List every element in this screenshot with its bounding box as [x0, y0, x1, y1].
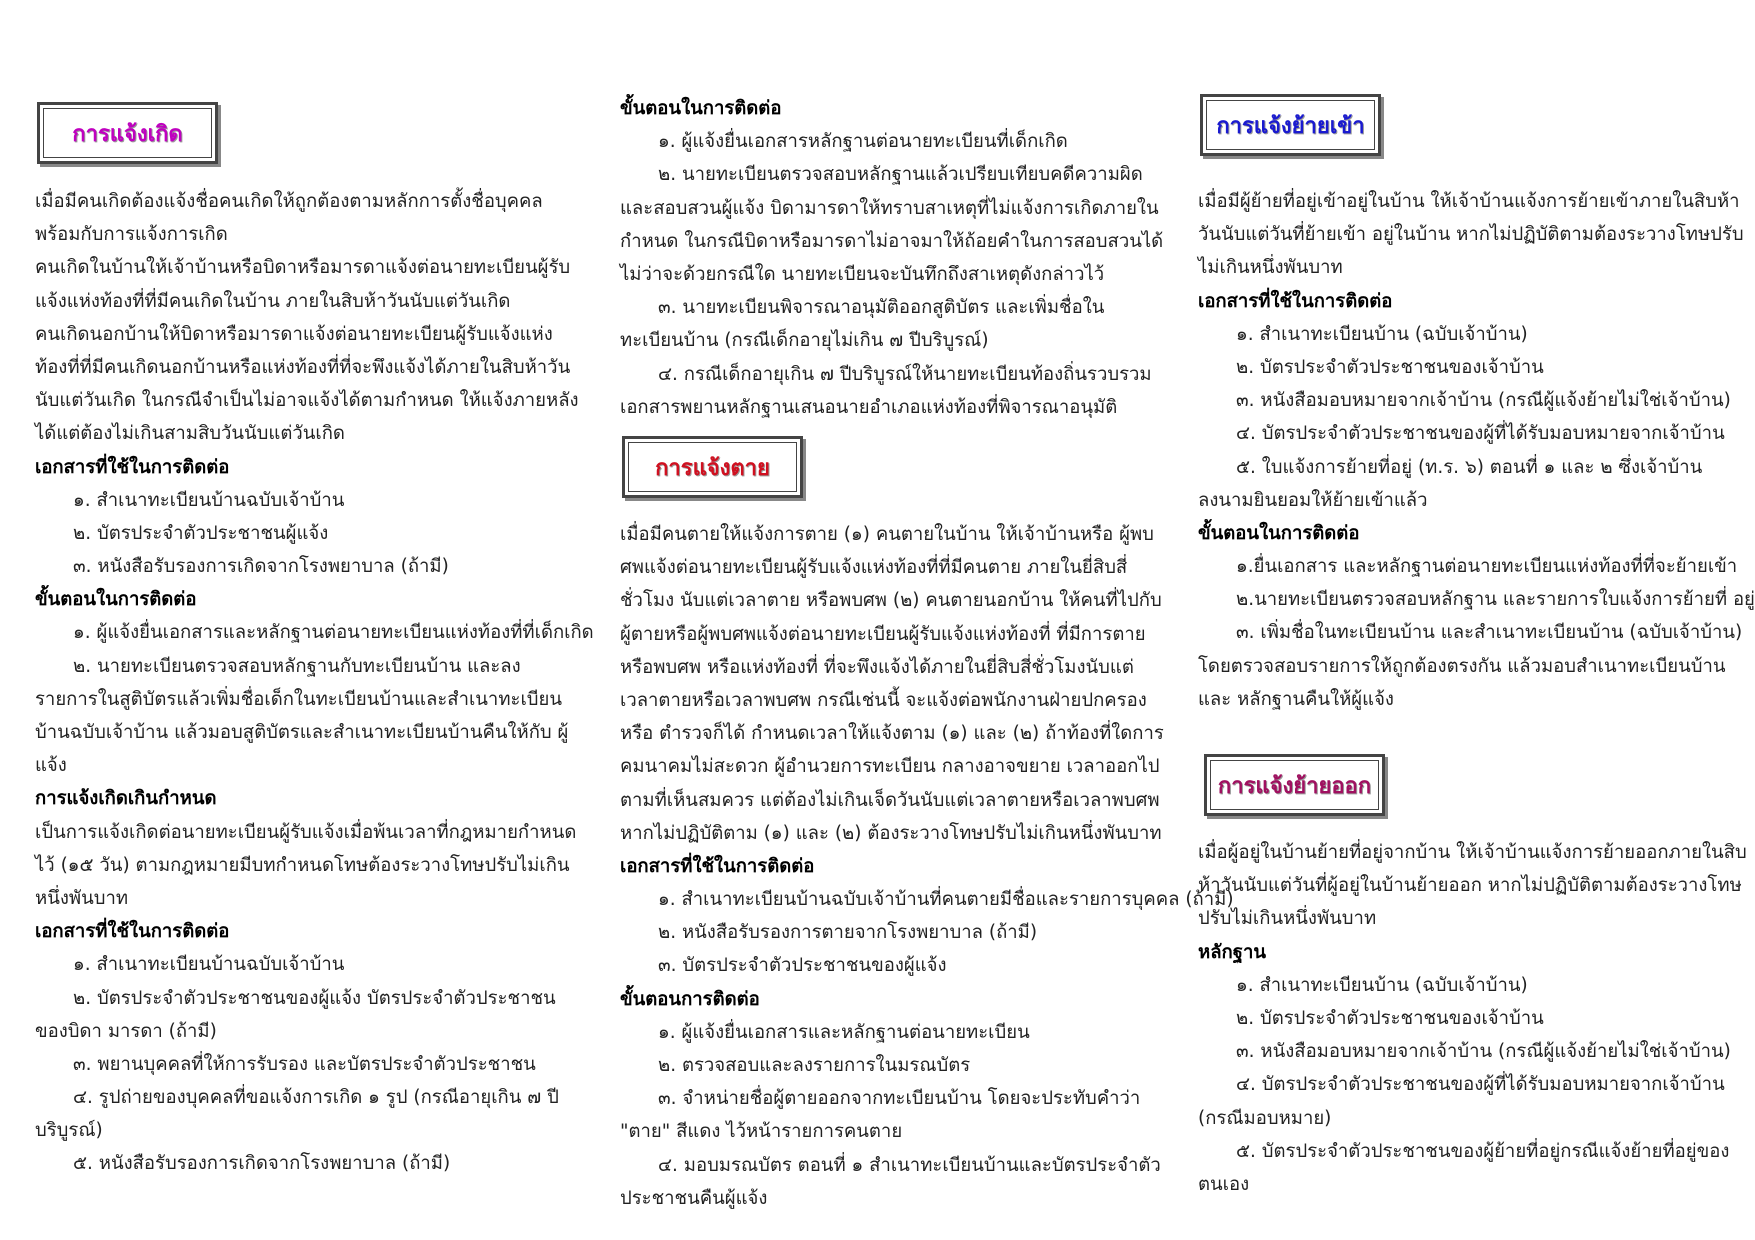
text-line: เมื่อผู้อยู่ในบ้านย้ายที่อยู่จากบ้าน ให้เจ้าบ้านแจ้งการย้ายออกภายในสิบ	[1198, 842, 1747, 863]
text-line: ๔. กรณีเด็กอายุเกิน ๗ ปีบริบูรณ์ให้นายทะเบียนท้องถิ่นรวบรวม	[658, 363, 1152, 385]
text-line: ๓. พยานบุคคลที่ให้การรับรอง และบัตรประจำตัวประชาชน	[73, 1053, 536, 1075]
text-line: หนึ่งพันบาท	[35, 887, 129, 909]
text-line: ผู้ตายหรือผู้พบศพแจ้งต่อนายทะเบียนผู้รับแจ้งแห่งท้องที่ ที่มีการตาย	[620, 623, 1146, 645]
text-line: ของบิดา มารดา (ถ้ามี)	[35, 1020, 217, 1042]
text-line: ไว้ (๑๕ วัน) ตามกฎหมายมีบทกำหนดโทษต้องระวางโทษปรับไม่เกิน	[35, 854, 570, 876]
text-line: ๑. ผู้แจ้งยื่นเอกสารและหลักฐานต่อนายทะเบียนแห่งท้องที่ที่เด็กเกิด	[73, 622, 594, 644]
text-line: ไม่ว่าจะด้วยกรณีใด นายทะเบียนจะบันทึกถึงสาเหตุดังกล่าวไว้	[620, 263, 1105, 285]
text-line: ๑. สำเนาทะเบียนบ้าน (ฉบับเจ้าบ้าน)	[1236, 323, 1528, 345]
text-line: ๔. มอบมรณบัตร ตอนที่ ๑ สำเนาทะเบียนบ้านและบัตรประจำตัว	[658, 1154, 1161, 1176]
text-line: คมนาคมไม่สะดวก ผู้อำนวยการทะเบียน กลางอาจขยาย เวลาออกไป	[620, 756, 1160, 778]
move-in-section-title: การแจ้งย้ายเข้า	[1216, 112, 1365, 139]
move-out-section-text	[1198, 836, 1747, 1201]
text-line: โดยตรวจสอบรายการให้ถูกต้องตรงกัน แล้วมอบสำเนาทะเบียนบ้าน	[1198, 655, 1726, 677]
text-line: ท้องที่ที่มีคนเกิดนอกบ้านหรือแห่งท้องที่ที่จะพึงแจ้งได้ภายในสิบห้าวัน	[35, 356, 571, 378]
text-line: ๓. นายทะเบียนพิจารณาอนุมัติออกสูติบัตร และเพิ่มชื่อใน	[658, 297, 1105, 319]
text-line: หรือ ตำรวจก็ได้ กำหนดเวลาให้แจ้งตาม (๑) และ (๒) ถ้าท้องที่ใดการ	[620, 723, 1164, 745]
text-line: ๑. สำเนาทะเบียนบ้านฉบับเจ้าบ้าน	[73, 489, 345, 511]
text-line: เวลาตายหรือเวลาพบศพ กรณีเช่นนี้ จะแจ้งต่อพนักงานฝ่ายปกครอง	[620, 689, 1147, 711]
text-line: เอกสารที่ใช้ในการติดต่อ	[620, 855, 815, 877]
text-line: เมื่อมีคนเกิดต้องแจ้งชื่อคนเกิดให้ถูกต้องตามหลักการตั้งชื่อบุคคล	[35, 191, 543, 212]
death-section-title: การแจ้งตาย	[655, 454, 770, 481]
move-out-section-title-box	[1204, 754, 1385, 816]
text-line: วันนับแต่วันที่ย้ายเข้า อยู่ในบ้าน หากไม่ปฏิบัติตามต้องระวางโทษปรับ	[1198, 224, 1744, 246]
text-line: ศพแจ้งต่อนายทะเบียนผู้รับแจ้งแห่งท้องที่ที่มีคนตาย ภายในยี่สิบสี่	[620, 557, 1128, 579]
text-line: ๓. หนังสือมอบหมายจากเจ้าบ้าน (กรณีผู้แจ้งย้ายไม่ใช่เจ้าบ้าน)	[1236, 1041, 1731, 1063]
text-line: ขั้นตอนในการติดต่อ	[35, 589, 197, 611]
text-line: (กรณีมอบหมาย)	[1198, 1107, 1332, 1129]
text-line: รายการในสูติบัตรแล้วเพิ่มชื่อเด็กในทะเบียนบ้านและสำเนาทะเบียน	[35, 688, 562, 710]
text-line: เอกสารที่ใช้ในการติดต่อ	[1198, 290, 1393, 312]
text-line: ๕. หนังสือรับรองการเกิดจากโรงพยาบาล (ถ้ามี)	[73, 1153, 451, 1175]
text-line: เป็นการแจ้งเกิดต่อนายทะเบียนผู้รับแจ้งเมื่อพ้นเวลาที่กฎหมายกำหนด	[35, 821, 577, 843]
text-line: การแจ้งเกิดเกินกำหนด	[35, 788, 217, 810]
move-out-section-title: การแจ้งย้ายออก	[1217, 772, 1372, 799]
text-line: ๒. นายทะเบียนตรวจสอบหลักฐานกับทะเบียนบ้าน และลง	[73, 655, 521, 677]
text-line: หลักฐาน	[1198, 941, 1266, 963]
text-line: หรือพบศพ หรือแห่งท้องที่ ที่จะพึงแจ้งได้ภายในยี่สิบสี่ชั่วโมงนับแต่	[620, 656, 1134, 678]
text-line: ได้แต่ต้องไม่เกินสามสิบวันนับแต่วันเกิด	[35, 423, 345, 445]
text-line: ๑. ผู้แจ้งยื่นเอกสารหลักฐานต่อนายทะเบียนที่เด็กเกิด	[658, 131, 1068, 153]
text-line: ๒. บัตรประจำตัวประชาชนของเจ้าบ้าน	[1236, 1007, 1544, 1029]
text-line: พร้อมกับการแจ้งการเกิด	[35, 224, 228, 246]
text-line: แจ้ง	[35, 755, 67, 777]
text-line: ทะเบียนบ้าน (กรณีเด็กอายุไม่เกิน ๗ ปีบริบูรณ์)	[620, 330, 989, 352]
text-line: และสอบสวนผู้แจ้ง บิดามารดาให้ทราบสาเหตุที่ไม่แจ้งการเกิดภายใน	[620, 197, 1159, 219]
text-line: ๒. บัตรประจำตัวประชาชนของเจ้าบ้าน	[1236, 356, 1544, 378]
text-line: เมื่อมีผู้ย้ายที่อยู่เข้าอยู่ในบ้าน ให้เจ้าบ้านแจ้งการย้ายเข้าภายในสิบห้า	[1198, 191, 1740, 212]
birth-section-text	[35, 185, 594, 1181]
death-section-title-box	[622, 436, 803, 498]
text-line: ตนเอง	[1198, 1173, 1250, 1195]
text-line: ประชาชนคืนผู้แจ้ง	[620, 1187, 768, 1209]
text-line: และ หลักฐานคืนให้ผู้แจ้ง	[1198, 688, 1394, 710]
text-line: คนเกิดนอกบ้านให้บิดาหรือมารดาแจ้งต่อนายทะเบียนผู้รับแจ้งแห่ง	[35, 323, 553, 345]
text-line: ๒. บัตรประจำตัวประชาชนของผู้แจ้ง บัตรประจำตัวประชาชน	[73, 987, 556, 1009]
text-line: ขั้นตอนการติดต่อ	[620, 988, 760, 1010]
text-line: เอกสารพยานหลักฐานเสนอนายอำเภอแห่งท้องที่พิจารณาอนุมัติ	[620, 396, 1118, 418]
text-line: ตามที่เห็นสมควร แต่ต้องไม่เกินเจ็ดวันนับแต่เวลาตายหรือเวลาพบศพ	[620, 789, 1160, 811]
text-line: ปรับไม่เกินหนึ่งพันบาท	[1198, 908, 1377, 930]
text-line: เมื่อมีคนตายให้แจ้งการตาย (๑) คนตายในบ้าน ให้เจ้าบ้านหรือ ผู้พบ	[620, 524, 1154, 545]
text-line: ๒. หนังสือรับรองการตายจากโรงพยาบาล (ถ้ามี)	[658, 922, 1038, 944]
text-line: ๒. ตรวจสอบและลงรายการในมรณบัตร	[658, 1055, 971, 1076]
text-line: ๓. หนังสือมอบหมายจากเจ้าบ้าน (กรณีผู้แจ้งย้ายไม่ใช่เจ้าบ้าน)	[1236, 390, 1731, 412]
birth-section-title-box	[37, 102, 218, 164]
text-line: หากไม่ปฏิบัติตาม (๑) และ (๒) ต้องระวางโทษปรับไม่เกินหนึ่งพันบาท	[620, 822, 1162, 844]
text-line: ๔. บัตรประจำตัวประชาชนของผู้ที่ได้รับมอบหมายจากเจ้าบ้าน	[1236, 1074, 1725, 1096]
move-in-section-text	[1198, 185, 1755, 716]
text-line: แจ้งแห่งท้องที่ที่มีคนเกิดในบ้าน ภายในสิบห้าวันนับแต่วันเกิด	[35, 290, 511, 312]
text-line: ๓. จำหน่ายชื่อผู้ตายออกจากทะเบียนบ้าน โดยจะประทับคำว่า	[658, 1088, 1141, 1110]
text-line: ๕. บัตรประจำตัวประชาชนของผู้ย้ายที่อยู่กรณีแจ้งย้ายที่อยู่ของ	[1236, 1140, 1730, 1162]
text-line: คนเกิดในบ้านให้เจ้าบ้านหรือบิดาหรือมารดาแจ้งต่อนายทะเบียนผู้รับ	[35, 257, 571, 279]
text-line: "ตาย" สีแดง ไว้หน้ารายการคนตาย	[620, 1121, 903, 1143]
text-line: ๒. นายทะเบียนตรวจสอบหลักฐานแล้วเปรียบเทียบคดีความผิด	[658, 164, 1143, 186]
text-line: ขั้นตอนในการติดต่อ	[1198, 522, 1360, 544]
text-line: ๑.ยื่นเอกสาร และหลักฐานต่อนายทะเบียนแห่งท้องที่ที่จะย้ายเข้า	[1236, 556, 1738, 578]
text-line: ๔. บัตรประจำตัวประชาชนของผู้ที่ได้รับมอบหมายจากเจ้าบ้าน	[1236, 423, 1725, 445]
text-line: บริบูรณ์)	[35, 1120, 103, 1142]
late-birth-steps-text	[620, 92, 1164, 424]
text-line: ขั้นตอนในการติดต่อ	[620, 98, 782, 119]
text-line: เอกสารที่ใช้ในการติดต่อ	[35, 921, 230, 943]
text-line: นับแต่วันเกิด ในกรณีจำเป็นไม่อาจแจ้งได้ตามกำหนด ให้แจ้งภายหลัง	[35, 390, 579, 412]
text-line: ๓. หนังสือรับรองการเกิดจากโรงพยาบาล (ถ้ามี)	[73, 556, 449, 578]
text-line: ห้าวันนับแต่วันที่ผู้อยู่ในบ้านย้ายออก หากไม่ปฏิบัติตามต้องระวางโทษ	[1198, 875, 1742, 897]
text-line: ๕. ใบแจ้งการย้ายที่อยู่ (ท.ร. ๖) ตอนที่ ๑ และ ๒ ซึ่งเจ้าบ้าน	[1236, 456, 1703, 478]
birth-section-title: การแจ้งเกิด	[72, 120, 183, 147]
text-line: กำหนด ในกรณีบิดาหรือมารดาไม่อาจมาให้ถ้อยคำในการสอบสวนได้	[620, 230, 1164, 252]
move-in-section-title-box	[1200, 94, 1381, 156]
text-line: ๑. ผู้แจ้งยื่นเอกสารและหลักฐานต่อนายทะเบียน	[658, 1021, 1030, 1043]
text-line: ๑. สำเนาทะเบียนบ้านฉบับเจ้าบ้าน	[73, 954, 345, 976]
text-line: ลงนามยินยอมให้ย้ายเข้าแล้ว	[1198, 489, 1428, 511]
text-line: ไม่เกินหนึ่งพันบาท	[1198, 257, 1343, 279]
text-line: ๒.นายทะเบียนตรวจสอบหลักฐาน และรายการใบแจ้งการย้ายที่ อยู่	[1236, 589, 1755, 611]
text-line: เอกสารที่ใช้ในการติดต่อ	[35, 456, 230, 478]
text-line: ๓. บัตรประจำตัวประชาชนของผู้แจ้ง	[658, 955, 947, 977]
text-line: ๓. เพิ่มชื่อในทะเบียนบ้าน และสำเนาทะเบียนบ้าน (ฉบับเจ้าบ้าน)	[1236, 622, 1743, 644]
text-line: ๒. บัตรประจำตัวประชาชนผู้แจ้ง	[73, 522, 329, 544]
text-line: ๑. สำเนาทะเบียนบ้านฉบับเจ้าบ้านที่คนตายมีชื่อและรายการบุคคล (ถ้ามี)	[658, 889, 1234, 911]
text-line: ชั่วโมง นับแต่เวลาตาย หรือพบศพ (๒) คนตายนอกบ้าน ให้คนที่ไปกับ	[620, 590, 1162, 612]
text-line: ๑. สำเนาทะเบียนบ้าน (ฉบับเจ้าบ้าน)	[1236, 974, 1528, 996]
text-line: ๔. รูปถ่ายของบุคคลที่ขอแจ้งการเกิด ๑ รูป (กรณีอายุเกิน ๗ ปี	[73, 1087, 559, 1109]
text-line: บ้านฉบับเจ้าบ้าน แล้วมอบสูติบัตรและสำเนาทะเบียนบ้านคืนให้กับ ผู้	[35, 722, 569, 743]
